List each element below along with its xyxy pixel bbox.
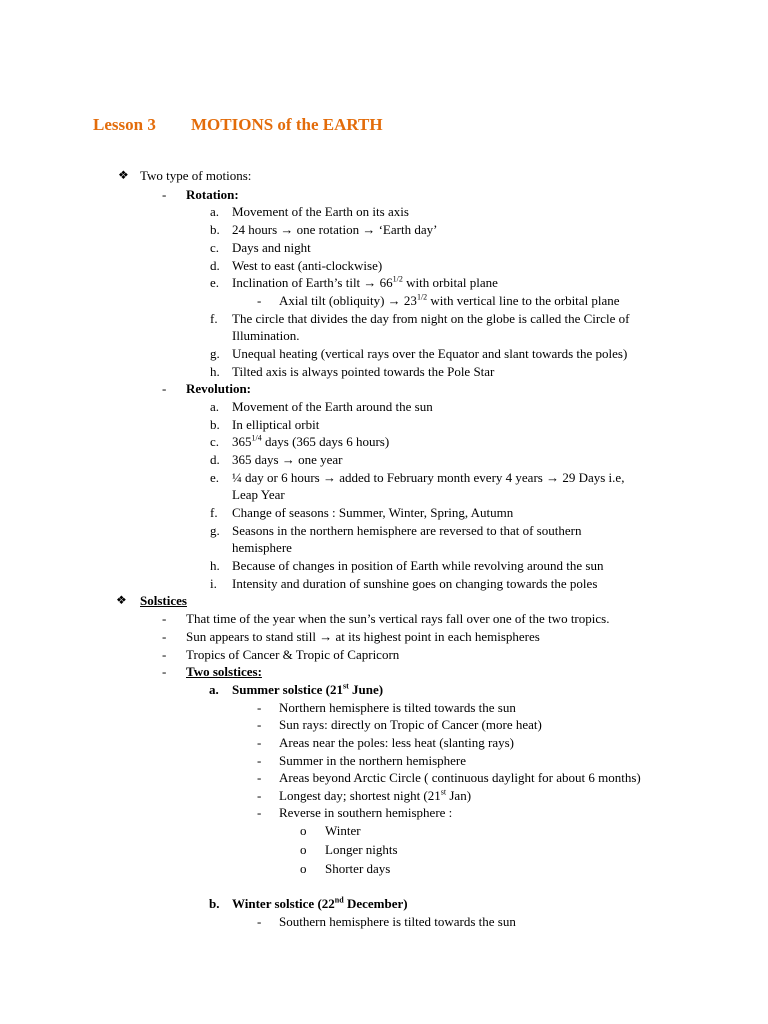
revolution-item-d: 365 days → one year xyxy=(232,452,343,467)
solstices-line-2: Sun appears to stand still → at its highest point in each hemispheres xyxy=(186,629,540,644)
summer-item: Areas beyond Arctic Circle ( continuous daylight for about 6 months) xyxy=(279,770,641,785)
letter-marker: a. xyxy=(210,204,220,219)
summer-item: Sun rays: directly on Tropic of Cancer (more heat) xyxy=(279,717,542,732)
winter-item: Southern hemisphere is tilted towards the sun xyxy=(279,914,516,929)
rotation-heading: Rotation: xyxy=(186,187,239,202)
winter-solstice-heading: Winter solstice (22nd December) xyxy=(232,895,408,911)
revolution-item-b: In elliptical orbit xyxy=(232,417,320,432)
revolution-heading: Revolution: xyxy=(186,381,251,396)
revolution-item-g-line1: Seasons in the northern hemisphere are reversed to that of southern xyxy=(232,523,582,538)
letter-marker: h. xyxy=(210,558,220,573)
dash-marker: - xyxy=(257,717,262,732)
rotation-item-e: Inclination of Earth’s tilt → $66^{1/2}$ with orbital plane xyxy=(232,274,498,290)
dash-marker: - xyxy=(162,647,167,662)
dash-marker: - xyxy=(162,629,167,644)
rotation-item-e-sub: Axial tilt (obliquity) → $23^{1/2}$ with vertical line to the orbital plane xyxy=(279,292,620,308)
dash-marker: - xyxy=(162,611,167,626)
letter-marker: b. xyxy=(210,417,220,432)
rotation-item-a: Movement of the Earth on its axis xyxy=(232,204,409,219)
dash-marker: - xyxy=(257,914,262,929)
summer-reverse: Reverse in southern hemisphere : xyxy=(279,805,453,820)
letter-marker: e. xyxy=(210,470,220,485)
summer-sub-item: Longer nights xyxy=(325,842,398,857)
revolution-item-g-line2: hemisphere xyxy=(232,540,292,555)
circle-bullet-icon: o xyxy=(300,842,307,857)
rotation-item-b: 24 hours → one rotation → ‘Earth day’ xyxy=(232,222,438,237)
summer-longest-day: Longest day; shortest night (21st Jan) xyxy=(279,787,472,803)
summer-solstice-heading: Summer solstice (21st June) xyxy=(232,681,384,697)
dash-marker: - xyxy=(162,664,167,679)
revolution-item-h: Because of changes in position of Earth while revolving around the sun xyxy=(232,558,604,573)
lesson-topic: MOTIONS of the EARTH xyxy=(191,115,383,134)
summer-item: Areas near the poles: less heat (slanting rays) xyxy=(279,735,515,750)
rotation-item-d: West to east (anti-clockwise) xyxy=(232,258,383,273)
letter-marker: g. xyxy=(210,523,220,538)
letter-marker: c. xyxy=(210,434,220,449)
letter-marker: a. xyxy=(210,399,220,414)
lesson-number: Lesson 3 xyxy=(93,115,156,134)
revolution-item-i: Intensity and duration of sunshine goes on changing towards the poles xyxy=(232,576,598,591)
rotation-item-f-line1: The circle that divides the day from night on the globe is called the Circle of xyxy=(232,311,630,326)
letter-marker: f. xyxy=(210,505,218,520)
solstices-line-3: Tropics of Cancer & Tropic of Capricorn xyxy=(186,647,400,662)
circle-bullet-icon: o xyxy=(300,823,307,838)
letter-marker: d. xyxy=(210,258,220,273)
two-solstices-heading: Two solstices: xyxy=(186,664,262,679)
letter-marker: d. xyxy=(210,452,220,467)
revolution-item-e-line2: Leap Year xyxy=(232,487,285,502)
diamond-bullet-icon: ❖ xyxy=(118,168,129,182)
diamond-bullet-icon: ❖ xyxy=(116,593,127,607)
dash-marker: - xyxy=(257,770,262,785)
letter-marker: e. xyxy=(210,275,220,290)
dash-marker: - xyxy=(257,293,262,308)
summer-sub-item: Shorter days xyxy=(325,861,391,876)
revolution-item-e-line1: ¼ day or 6 hours → added to February month every 4 years → 29 Days i.e, xyxy=(232,470,625,485)
dash-marker: - xyxy=(162,187,167,202)
winter-label: b. xyxy=(209,896,220,911)
letter-marker: i. xyxy=(210,576,217,591)
letter-marker: h. xyxy=(210,364,220,379)
rotation-item-f-line2: Illumination. xyxy=(232,328,300,343)
revolution-item-c: $365^{1/4}$ days (365 days 6 hours) xyxy=(232,433,390,449)
summer-item: Northern hemisphere is tilted towards the sun xyxy=(279,700,516,715)
dash-marker: - xyxy=(162,381,167,396)
page-title xyxy=(93,115,383,135)
revolution-item-f: Change of seasons : Summer, Winter, Spring, Autumn xyxy=(232,505,514,520)
solstices-line-1: That time of the year when the sun’s vertical rays fall over one of the two tropics. xyxy=(186,611,610,626)
letter-marker: g. xyxy=(210,346,220,361)
intro-text: Two type of motions: xyxy=(140,168,252,183)
revolution-item-a: Movement of the Earth around the sun xyxy=(232,399,433,414)
dash-marker: - xyxy=(257,700,262,715)
summer-label: a. xyxy=(209,682,219,697)
circle-bullet-icon: o xyxy=(300,861,307,876)
solstices-heading: Solstices xyxy=(140,593,187,608)
summer-sub-item: Winter xyxy=(325,823,361,838)
letter-marker: f. xyxy=(210,311,218,326)
dash-marker: - xyxy=(257,735,262,750)
letter-marker: b. xyxy=(210,222,220,237)
rotation-item-g: Unequal heating (vertical rays over the Equator and slant towards the poles) xyxy=(232,346,628,361)
dash-marker: - xyxy=(257,805,262,820)
letter-marker: c. xyxy=(210,240,220,255)
rotation-item-h: Tilted axis is always pointed towards the Pole Star xyxy=(232,364,495,379)
dash-marker: - xyxy=(257,753,262,768)
summer-item: Summer in the northern hemisphere xyxy=(279,753,467,768)
rotation-item-c: Days and night xyxy=(232,240,311,255)
dash-marker: - xyxy=(257,788,262,803)
